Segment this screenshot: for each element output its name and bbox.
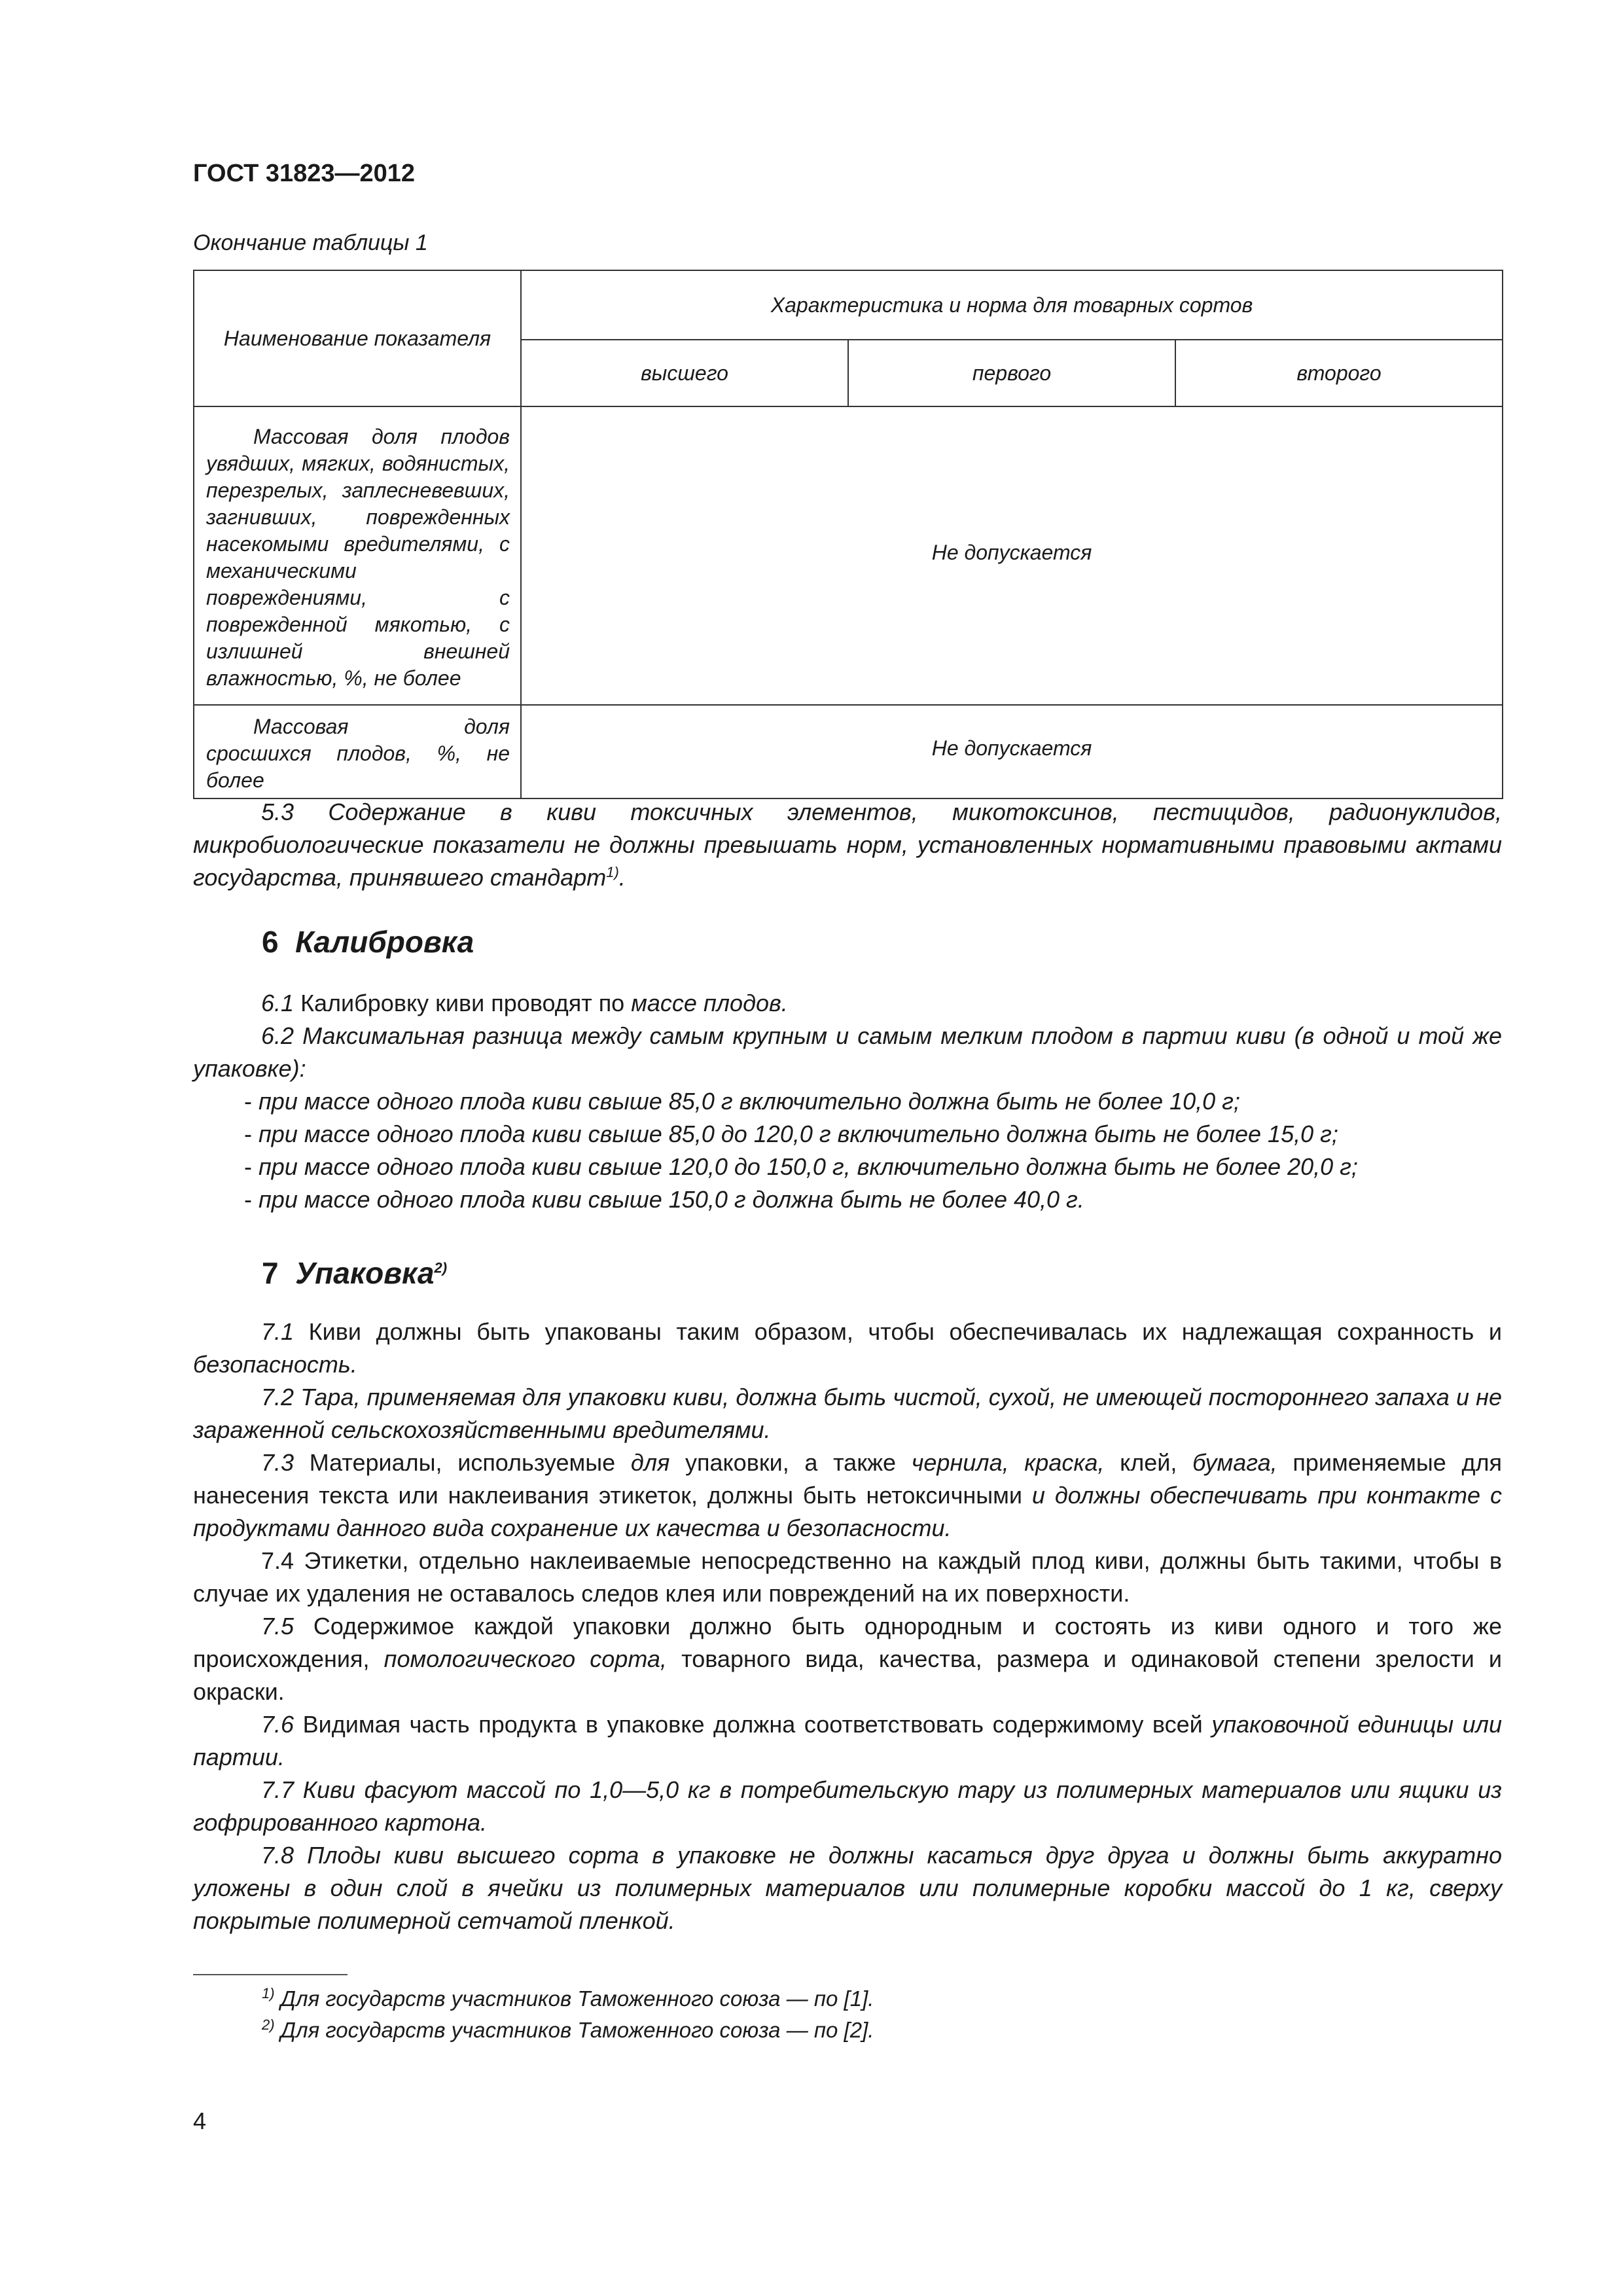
page-number: 4 — [193, 2108, 207, 2134]
paragraph-5-3: 5.3 Содержание в киви токсичных элементов, микотоксинов, пестицидов, радионуклидов, микробиологические показатели не должны превышать норм, установленных нормативными правовыми актами государства, принявшего стандарт$^{1)}$. — [193, 798, 1502, 891]
section-7-body: 7.1 Киви должны быть упакованы таким образом, чтобы обеспечивалась их надлежащая сохранность и безопасность. 7.2 Тара, применяемая для упаковки киви, должна быть чистой, сухой, не имеющей постороннего запаха и не зараженной сельскохозяйственными вредителями. 7.3 Материалы, используемые для упаковки, а также чернила, краска, клей, бумага, применяемые для нанесения текста или наклеивания этикеток, должны быть нетоксичными и должны обеспечивать при контакте с продуктами данного вида сохранение их качества и безопасности. 7.4 Этикетки, отдельно наклеиваемые непосредственно на каждый плод киви, должны быть такими, чтобы в случае их удаления не оставалось следов клея или повреждений на их поверхности. 7.5 Содержимое каждой упаковки должно быть однородным и состоять из киви одного и того же происхождения, помологического сорта, товарного вида, качества, размера и одинаковой степени зрелости и окраски. 7.6 Видимая часть продукта в упаковке должна соответствовать содержимому всей упаковочной единицы или партии. 7.7 Киви фасуют массой по 1,0—5,0 кг в потребительскую тару из полимерных материалов или ящики из гофрированного картона. 7.8 Плоды киви высшего сорта в упаковке не должны касаться друг друга и должны быть аккуратно уложены в один слой в ячейки из полимерных материалов или полимерные коробки массой до 1 кг, сверху покрытые полимерной сетчатой пленкой. — [193, 1318, 1502, 1934]
section-7-heading: 7 Упаковка$^{2)}$ — [262, 1256, 448, 1290]
table-row — [194, 406, 1503, 705]
section-6-heading: 6 Калибровка — [262, 925, 474, 959]
calibration-list — [193, 1085, 1502, 1216]
table-row — [194, 705, 1503, 798]
footnotes — [262, 1983, 874, 2046]
list-item: - при массе одного плода киви свыше 85,0 г включительно должна быть не более 10,0 г; — [193, 1085, 1502, 1118]
quality-table — [193, 270, 1503, 799]
table-row-value: Не допускается — [521, 406, 1503, 705]
table-row-indicator: Массовая доля плодов увядших, мягких, водянистых, перезрелых, заплесневевших, загнивших, поврежденных насекомыми вредителями, с механическими повреждениями, с поврежденной мякотью, с излишней внешней влажностью, %, не более — [194, 406, 521, 705]
table-header-grade-second: второго — [1175, 340, 1503, 406]
footnote-item: $^{2)}$ Для государств участников Таможенного союза — по [2]. — [262, 2017, 874, 2042]
table-row-indicator: Массовая доля сросшихся плодов, %, не более — [194, 705, 521, 798]
table-header-grade-premium: высшего — [521, 340, 848, 406]
table-header-grades-group: Характеристика и норма для товарных сортов — [521, 270, 1503, 340]
list-item: - при массе одного плода киви свыше 150,0 г должна быть не более 40,0 г. — [193, 1183, 1502, 1216]
list-item: - при массе одного плода киви свыше 120,0 до 150,0 г, включительно должна быть не более 20,0 г; — [193, 1151, 1502, 1183]
section-6-body: 6.1 Калибровку киви проводят по массе плодов. 6.2 Максимальная разница между самым крупным и самым мелким плодом в партии киви (в одной и той же упаковке): - при массе одного плода киви свыше 85,0 г включительно должна быть не более 10,0 г; - при массе одного плода киви свыше 85,0 до 120,0 г включительно должна быть не более 15,0 г; - при массе одного плода киви свыше 120,0 до 150,0 г, включительно должна быть не более 20,0 г; - при массе одного плода киви свыше 150,0 г должна быть не более 40,0 г. — [193, 987, 1502, 1216]
document-code: ГОСТ 31823—2012 — [193, 160, 416, 187]
list-item: - при массе одного плода киви свыше 85,0 до 120,0 г включительно должна быть не более 15,0 г; — [193, 1118, 1502, 1151]
table-header-grade-first: первого — [848, 340, 1175, 406]
footnote-item: $^{1)}$ Для государств участников Таможенного союза — по [1]. — [262, 1985, 874, 2011]
table-row-value: Не допускается — [521, 705, 1503, 798]
footnote-divider — [193, 1974, 348, 1975]
table-header-indicator: Наименование показателя — [194, 270, 521, 406]
table-caption: Окончание таблицы 1 — [193, 230, 428, 255]
